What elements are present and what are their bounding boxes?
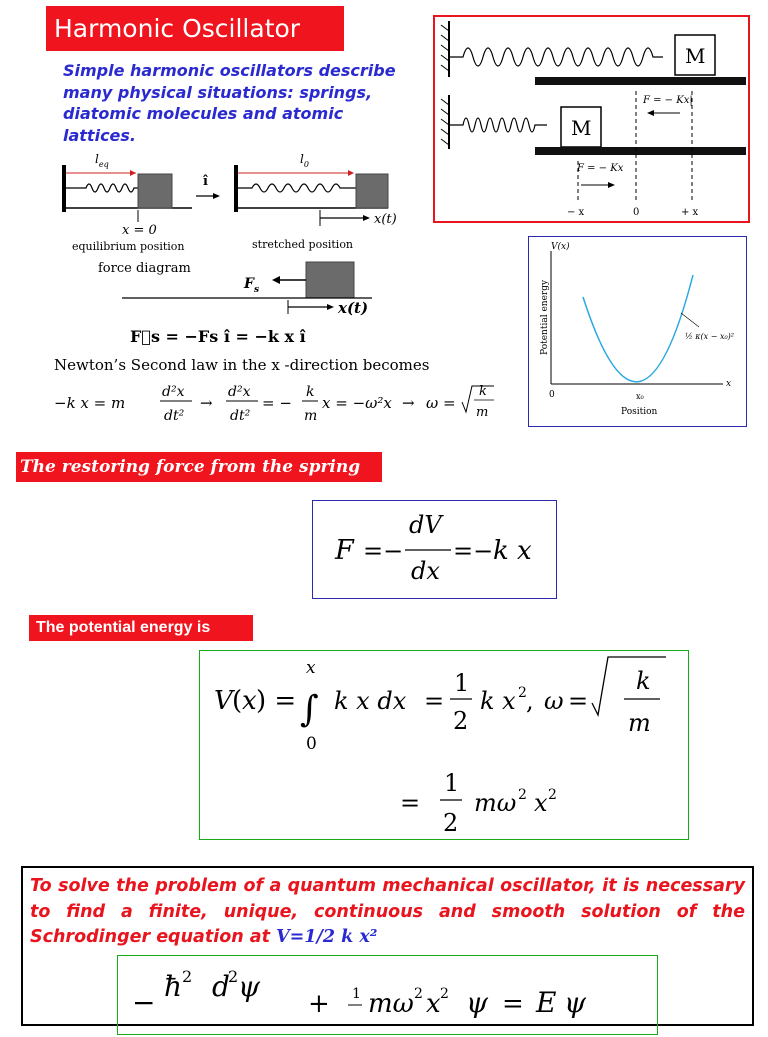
svg-text:ħ: ħ [164,970,183,1003]
svg-text:,: , [526,687,534,715]
f2-label: F = − Kx [577,163,624,174]
svg-text:=−: =− [363,537,404,565]
svg-text:mω: mω [474,789,517,817]
problem-statement: To solve the problem of a quantum mechanical oscillator, it is necessary to find a finite, unique, continuous and smooth solution of the Schrodinger equation at V=1/2 k x² [30,876,745,947]
svg-text:ω =: ω = [426,394,456,412]
page-title: Harmonic Oscillator [46,6,344,51]
svg-text:k: k [306,384,315,400]
svg-text:F: F [335,535,354,566]
svg-text:0: 0 [306,734,317,754]
fs-label: $F_s$ [244,276,260,295]
svg-text:−: − [132,986,156,1019]
force-equation: F⃗s = −Fs î = −k x î [130,327,306,346]
svg-text:dx: dx [411,557,440,585]
svg-text:x: x [426,989,441,1019]
svg-text:E: E [536,986,557,1019]
svg-text:dt²: dt² [164,408,185,424]
ihat-label: î [203,174,208,189]
svg-text:2: 2 [228,967,239,986]
intro-text: Simple harmonic oscillators describe many physical situations: springs, diatomic molecules and atomic lattices. [63,61,396,145]
svg-text:(: ( [232,686,243,716]
l0-label: $l_0$ [300,152,309,169]
xt2-label: x(t) [338,299,369,317]
stretched-label: stretched position [252,238,354,251]
potential-energy-plot [528,236,747,427]
curve-label: ½ κ(x − x₀)² [685,332,735,341]
schrodinger-equation-box [117,955,658,1035]
svg-text:=: = [502,989,524,1019]
x-zero-label: x = 0 [122,223,157,238]
svg-text:k x dx: k x dx [334,687,407,715]
svg-text:→: → [200,394,213,412]
restoring-force-label: The restoring force from the spring is [16,452,382,482]
svg-text:=: = [400,789,421,817]
svg-text:m: m [476,405,489,420]
svg-text:→: → [402,394,415,412]
svg-text:d²x: d²x [162,384,185,400]
svg-text:ψ: ψ [466,986,488,1019]
svg-text:x: x [534,789,548,817]
newton-text: Newton’s Second law in the x -direction becomes [54,356,430,374]
svg-text:mω: mω [368,989,414,1019]
svg-text:d: d [212,970,230,1003]
mass-label-bottom: M [571,116,592,140]
zero-label: 0 [633,207,640,218]
svg-text:k x: k x [480,687,516,715]
force-diagram-label: force diagram [98,261,191,276]
svg-text:∫: ∫ [300,689,319,730]
mass-label-top: M [685,44,706,68]
svg-text:= −: = − [262,394,292,412]
svg-text:x: x [242,686,257,716]
svg-text:2: 2 [518,685,527,701]
svg-text:1: 1 [444,769,460,797]
force-equation-box [312,500,557,599]
x-axis-label: Position [621,407,658,417]
svg-text:−k x = m: −k x = m [54,394,126,412]
svg-text:2: 2 [414,986,423,1002]
x-axis-letter: x [726,379,732,389]
pos-x-label: + x [681,207,699,218]
potential-equation-box [199,650,689,840]
neg-x-label: − x [567,207,585,218]
svg-text:k: k [479,384,487,399]
equilibrium-label: equilibrium position [72,240,185,253]
svg-text:2: 2 [453,707,469,735]
vx-label: V(x) [551,242,570,252]
leq-label: $l_{eq}$ [95,152,109,169]
potential-energy-label: The potential energy is [29,615,253,641]
svg-text:2: 2 [440,986,449,1002]
f1-label: F = − Kx| [643,95,693,106]
svg-text:m: m [304,408,318,424]
svg-text:=: = [424,687,445,715]
svg-text:d²x: d²x [228,384,251,400]
x0-label: x₀ [636,392,644,401]
svg-text:2: 2 [182,967,193,986]
svg-text:1: 1 [352,986,361,1002]
origin-label: 0 [549,390,555,400]
svg-text:ψ: ψ [564,986,586,1019]
svg-text:2: 2 [518,787,527,803]
svg-text:ω: ω [544,687,564,715]
svg-text:) =: ) = [256,686,297,716]
xt-label: x(t) [374,212,397,227]
svg-text:k x: k x [493,536,532,566]
svg-text:x = −ω²x: x = −ω²x [322,394,392,412]
svg-text:V: V [214,686,233,716]
svg-text:m: m [628,709,651,737]
svg-text:=−: =− [453,537,494,565]
svg-text:=: = [568,687,589,715]
svg-text:dV: dV [409,511,442,539]
svg-text:k: k [636,667,651,695]
potential-curve [583,275,693,382]
svg-text:ψ: ψ [238,970,260,1003]
svg-text:+: + [308,989,330,1019]
svg-text:2: 2 [548,787,557,803]
svg-text:2: 2 [443,809,459,837]
spring-mass-figure [433,15,750,223]
svg-text:1: 1 [454,669,470,697]
y-axis-label: Potential energy [540,279,550,355]
svg-text:x: x [306,658,316,678]
potential-formula: V=1/2 k x² [276,927,378,947]
svg-text:dt²: dt² [230,408,251,424]
